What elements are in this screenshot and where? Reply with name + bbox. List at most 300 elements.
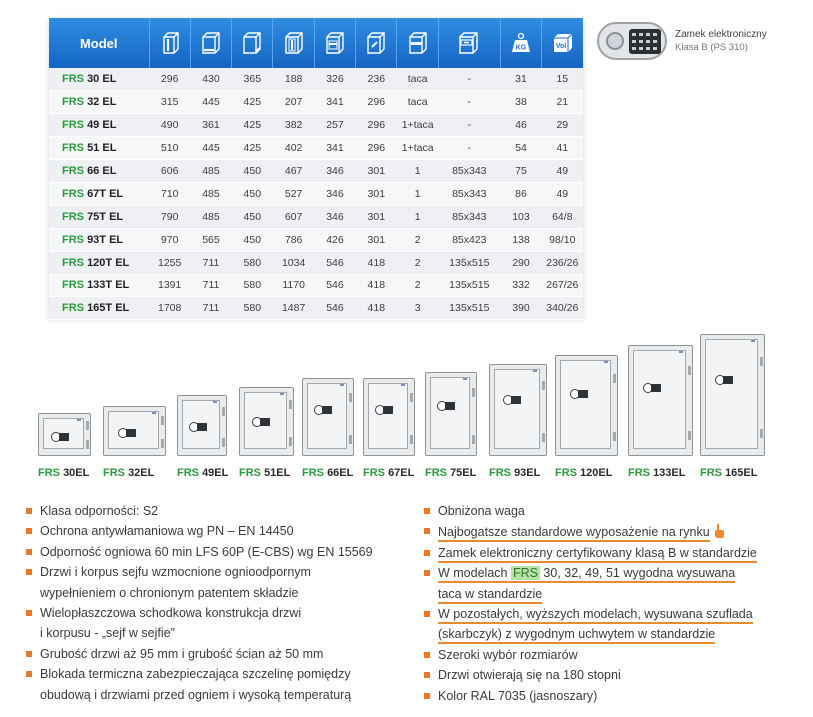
- table-row: [49, 205, 583, 228]
- safe-badge: [280, 393, 284, 395]
- inner-width-icon: [314, 18, 355, 68]
- model-cell: [49, 137, 149, 160]
- table-cell: 565: [190, 228, 231, 251]
- table-cell: 607: [273, 205, 314, 228]
- feature-fire-resistance: Odporność ogniowa 60 min LFS 60P (E-CBS) wg EN 15569: [24, 542, 373, 562]
- table-cell: taca: [397, 68, 438, 91]
- table-cell: 790: [149, 205, 190, 228]
- safe-image-67el: [363, 378, 415, 456]
- safe-badge: [751, 340, 755, 342]
- table-cell: 46: [500, 114, 541, 137]
- table-cell: 257: [314, 114, 355, 137]
- feature-drawer-models-cont: [422, 624, 757, 644]
- table-cell: 15: [542, 68, 583, 91]
- feature-tray-prefix: W modelach: [438, 566, 511, 581]
- safe-label: [302, 467, 353, 479]
- table-cell: 346: [314, 160, 355, 183]
- feature-door-thickness: Grubość drzwi aż 95 mm i grubość ścian aż 50 mm: [24, 644, 373, 664]
- safe-hinge: [688, 431, 691, 440]
- safe-label-name: 66EL: [327, 467, 354, 479]
- table-cell: 103: [500, 205, 541, 228]
- table-row: [49, 297, 583, 320]
- feature-door-opening: Drzwi otwierają się na 180 stopni: [422, 665, 757, 685]
- safe-label-prefix: FRS: [177, 467, 199, 479]
- model-cell: [49, 91, 149, 114]
- table-cell: 301: [356, 205, 397, 228]
- safe-label-name: 51EL: [264, 467, 291, 479]
- model-prefix: FRS: [62, 119, 84, 132]
- safe-hinge: [161, 439, 164, 448]
- safe-hinge: [542, 433, 545, 442]
- lock-title: Zamek elektroniczny: [675, 29, 767, 40]
- table-cell: -: [438, 137, 500, 160]
- feature-richest-equipment: [422, 521, 757, 542]
- model-prefix: FRS: [62, 302, 84, 315]
- model-name: 51 EL: [87, 142, 117, 155]
- safe-label: [628, 467, 685, 479]
- feature-resistance-class: Klasa odporności: S2: [24, 501, 373, 521]
- feature-reinforced-body: Drzwi i korpus sejfu wzmocnione ognioodpornym: [24, 562, 373, 582]
- safe-hinge: [760, 357, 763, 366]
- safe-label-prefix: FRS: [38, 467, 60, 479]
- table-cell: 450: [232, 160, 273, 183]
- safe-image-75el: [425, 372, 477, 456]
- table-cell: 580: [232, 274, 273, 297]
- table-cell: 1: [397, 160, 438, 183]
- safe-label: [555, 467, 612, 479]
- inner-depth-icon: [356, 18, 397, 68]
- table-cell: 2: [397, 251, 438, 274]
- safe-keypad-icon: [643, 383, 661, 393]
- table-cell: 710: [149, 182, 190, 205]
- feature-tray-suffix: 30, 32, 49, 51 wygodna wysuwana: [539, 566, 736, 581]
- safe-badge: [152, 412, 156, 414]
- safe-label: [425, 467, 476, 479]
- safe-hinge: [161, 416, 164, 425]
- safe-label-prefix: FRS: [489, 467, 511, 479]
- model-cell: [49, 205, 149, 228]
- feature-burglary-protection: Ochrona antywłamaniowa wg PN – EN 14450: [24, 521, 373, 541]
- table-cell: 332: [500, 274, 541, 297]
- features-left-list: [24, 501, 373, 705]
- table-cell: 1: [397, 205, 438, 228]
- safe-label-name: 93EL: [514, 467, 541, 479]
- feature-color: Kolor RAL 7035 (jasnoszary): [422, 686, 757, 706]
- pointing-hand-icon: [714, 523, 725, 544]
- table-cell: 606: [149, 160, 190, 183]
- table-cell: 1170: [273, 274, 314, 297]
- safe-keypad-icon: [570, 389, 588, 399]
- table-cell: 450: [232, 205, 273, 228]
- table-cell: -: [438, 68, 500, 91]
- model-cell: [49, 182, 149, 205]
- safe-door: [705, 339, 758, 449]
- table-cell: 135x515: [438, 274, 500, 297]
- model-prefix: FRS: [62, 210, 84, 223]
- table-cell: 326: [314, 68, 355, 91]
- safe-hinge: [410, 393, 413, 402]
- spec-table: [49, 18, 583, 320]
- table-cell: 711: [190, 297, 231, 320]
- table-cell: 31: [500, 68, 541, 91]
- table-cell: 340/26: [542, 297, 583, 320]
- safe-image-133el: [628, 345, 693, 456]
- table-row: [49, 68, 583, 91]
- safe-label: [489, 467, 540, 479]
- feature-drawer-models: [422, 604, 757, 624]
- table-cell: 1+taca: [397, 137, 438, 160]
- drawer-icon: [438, 18, 500, 68]
- table-cell: 786: [273, 228, 314, 251]
- feature-thermal-lock: Blokada termiczna zabezpieczająca szczelinę pomiędzy: [24, 664, 373, 684]
- model-name: 32 EL: [87, 96, 117, 109]
- safe-label-prefix: FRS: [239, 467, 261, 479]
- table-cell: 49: [542, 160, 583, 183]
- table-row: [49, 91, 583, 114]
- table-cell: 430: [190, 68, 231, 91]
- table-cell: taca: [397, 91, 438, 114]
- table-cell: 425: [232, 91, 273, 114]
- table-cell: 21: [542, 91, 583, 114]
- safe-label-prefix: FRS: [363, 467, 385, 479]
- table-cell: 296: [356, 114, 397, 137]
- safe-hinge: [472, 435, 475, 444]
- model-prefix: FRS: [62, 142, 84, 155]
- outer-height-icon: [149, 18, 190, 68]
- model-name: 49 EL: [87, 119, 117, 132]
- table-cell: 86: [500, 182, 541, 205]
- safe-image-120el: [555, 355, 618, 456]
- safe-badge: [463, 378, 467, 380]
- safe-label-prefix: FRS: [103, 467, 125, 479]
- safe-label-prefix: FRS: [700, 467, 722, 479]
- table-cell: 527: [273, 182, 314, 205]
- header-model: Model: [49, 18, 149, 68]
- model-name: 30 EL: [87, 73, 117, 86]
- table-cell: 85x343: [438, 182, 500, 205]
- safe-label-prefix: FRS: [628, 467, 650, 479]
- safe-hinge: [472, 388, 475, 397]
- safe-keypad-icon: [314, 405, 332, 415]
- table-cell: 296: [149, 68, 190, 91]
- safe-door: [494, 369, 540, 449]
- table-cell: 301: [356, 228, 397, 251]
- model-cell: [49, 68, 149, 91]
- table-cell: 450: [232, 182, 273, 205]
- table-cell: 546: [314, 251, 355, 274]
- safe-image-32el: [103, 406, 166, 456]
- table-cell: 450: [232, 228, 273, 251]
- safe-badge: [213, 401, 217, 403]
- safe-hinge: [289, 437, 292, 446]
- model-prefix: FRS: [62, 279, 84, 292]
- feature-tray-models-cont: [422, 584, 757, 604]
- table-cell: 445: [190, 91, 231, 114]
- table-cell: 1255: [149, 251, 190, 274]
- safe-keypad-icon: [51, 432, 69, 442]
- weight-icon: [500, 18, 541, 68]
- feature-richest-equipment-text: Najbogatsze standardowe wyposażenie na rynku: [438, 525, 710, 542]
- safe-label: [177, 467, 228, 479]
- table-cell: 1708: [149, 297, 190, 320]
- table-cell: 236/26: [542, 251, 583, 274]
- table-cell: 3: [397, 297, 438, 320]
- feature-electronic-lock-text: Zamek elektroniczny certyfikowany klasą B w standardzie: [438, 546, 757, 563]
- table-row: [49, 114, 583, 137]
- table-cell: 711: [190, 251, 231, 274]
- spec-header-row: [49, 18, 583, 68]
- spec-table-card: [49, 18, 583, 317]
- table-cell: 2: [397, 228, 438, 251]
- table-cell: 365: [232, 68, 273, 91]
- table-cell: 98/10: [542, 228, 583, 251]
- table-cell: 510: [149, 137, 190, 160]
- model-prefix: FRS: [62, 165, 84, 177]
- electronic-lock-image: [597, 22, 667, 60]
- safe-image-66el: [302, 378, 354, 456]
- model-name: 120T EL: [87, 256, 130, 269]
- feature-electronic-lock: [422, 543, 757, 563]
- safe-door: [430, 377, 470, 449]
- safe-hinge: [86, 440, 89, 449]
- table-cell: 580: [232, 297, 273, 320]
- table-cell: 418: [356, 251, 397, 274]
- safe-label-name: 75EL: [450, 467, 477, 479]
- feature-multi-layer-construction: Wielopłaszczowa schodkowa konstrukcja drzwi: [24, 603, 373, 623]
- volume-icon: [542, 18, 583, 68]
- feature-tray-cont-text: taca w standardzie: [438, 587, 542, 604]
- safe-hinge: [613, 374, 616, 383]
- table-cell: 2: [397, 274, 438, 297]
- safe-badge: [533, 370, 537, 372]
- safe-door: [307, 383, 347, 449]
- model-prefix: FRS: [62, 73, 84, 86]
- feature-thermal-lock-cont: obudową i drzwiami przed ogniem i wysoką temperaturą: [40, 687, 352, 702]
- features-right-list: [422, 501, 757, 706]
- lock-keypad-icon: [629, 29, 661, 54]
- safe-label-prefix: FRS: [555, 467, 577, 479]
- table-cell: 135x515: [438, 251, 500, 274]
- table-cell: 346: [314, 182, 355, 205]
- table-cell: 341: [314, 137, 355, 160]
- model-cell: [49, 274, 149, 297]
- table-cell: 425: [232, 137, 273, 160]
- table-cell: 236: [356, 68, 397, 91]
- safe-hinge: [289, 400, 292, 409]
- safe-label-name: 30EL: [63, 467, 90, 479]
- table-cell: 296: [356, 91, 397, 114]
- model-cell: [49, 160, 149, 183]
- safe-keypad-icon: [252, 417, 270, 427]
- table-row: [49, 137, 583, 160]
- shelf-icon: [397, 18, 438, 68]
- table-cell: 580: [232, 251, 273, 274]
- table-cell: 418: [356, 297, 397, 320]
- table-cell: 361: [190, 114, 231, 137]
- safe-label-name: 165EL: [725, 467, 758, 479]
- inner-height-icon: [273, 18, 314, 68]
- table-cell: 188: [273, 68, 314, 91]
- model-prefix: FRS: [62, 96, 84, 109]
- table-cell: 38: [500, 91, 541, 114]
- feature-reduced-weight: Obniżona waga: [422, 501, 757, 521]
- safe-keypad-icon: [503, 395, 521, 405]
- safe-label: [700, 467, 757, 479]
- table-cell: 711: [190, 274, 231, 297]
- table-row: [49, 251, 583, 274]
- model-name: 66 EL: [87, 165, 117, 177]
- safe-door: [368, 383, 408, 449]
- safe-keypad-icon: [437, 401, 455, 411]
- table-cell: 296: [356, 137, 397, 160]
- table-cell: 290: [500, 251, 541, 274]
- safe-label-prefix: FRS: [302, 467, 324, 479]
- table-cell: 1+taca: [397, 114, 438, 137]
- safe-door: [633, 350, 686, 449]
- table-cell: 85x343: [438, 160, 500, 183]
- model-cell: [49, 297, 149, 320]
- feature-size-choice: Szeroki wybór rozmiarów: [422, 645, 757, 665]
- table-cell: 425: [232, 114, 273, 137]
- safe-label-name: 32EL: [128, 467, 155, 479]
- table-cell: 485: [190, 160, 231, 183]
- safe-hinge: [222, 438, 225, 447]
- safe-hinge: [410, 435, 413, 444]
- table-cell: 135x515: [438, 297, 500, 320]
- table-cell: 1487: [273, 297, 314, 320]
- table-cell: 29: [542, 114, 583, 137]
- table-cell: 445: [190, 137, 231, 160]
- table-cell: 41: [542, 137, 583, 160]
- safe-door: [560, 360, 611, 449]
- safe-image-93el: [489, 364, 547, 456]
- table-cell: 1: [397, 182, 438, 205]
- feature-drawer-text: W pozostałych, wyższych modelach, wysuwana szuflada: [438, 607, 753, 624]
- safe-image-30el: [38, 413, 91, 456]
- table-cell: 85x343: [438, 205, 500, 228]
- table-cell: 390: [500, 297, 541, 320]
- model-prefix: FRS: [62, 256, 84, 269]
- table-cell: 75: [500, 160, 541, 183]
- safe-badge: [77, 419, 81, 421]
- table-cell: 138: [500, 228, 541, 251]
- table-cell: 467: [273, 160, 314, 183]
- model-prefix: FRS: [62, 187, 84, 200]
- table-cell: 418: [356, 274, 397, 297]
- safe-label-name: 67EL: [388, 467, 415, 479]
- table-cell: 546: [314, 297, 355, 320]
- table-row: [49, 228, 583, 251]
- safe-label-name: 133EL: [653, 467, 686, 479]
- safe-keypad-icon: [375, 405, 393, 415]
- safe-hinge: [542, 381, 545, 390]
- safe-label-name: 49EL: [202, 467, 229, 479]
- table-cell: -: [438, 91, 500, 114]
- safe-hinge: [688, 366, 691, 375]
- safe-keypad-icon: [189, 422, 207, 432]
- model-name: 133T EL: [87, 279, 130, 292]
- model-name: 75T EL: [87, 210, 124, 223]
- model-cell: [49, 251, 149, 274]
- model-name: 67T EL: [87, 187, 124, 200]
- table-row: [49, 182, 583, 205]
- table-cell: 267/26: [542, 274, 583, 297]
- safe-hinge: [613, 432, 616, 441]
- table-cell: 546: [314, 274, 355, 297]
- model-cell: [49, 228, 149, 251]
- outer-depth-icon: [232, 18, 273, 68]
- table-cell: 341: [314, 91, 355, 114]
- table-cell: 49: [542, 182, 583, 205]
- safe-image-51el: [239, 387, 294, 456]
- safe-hinge: [760, 429, 763, 438]
- safe-image-165el: [700, 334, 765, 456]
- table-cell: 970: [149, 228, 190, 251]
- table-cell: 54: [500, 137, 541, 160]
- table-cell: 402: [273, 137, 314, 160]
- feature-tray-frs-highlight: FRS: [512, 566, 538, 581]
- table-cell: 85x423: [438, 228, 500, 251]
- safe-image-49el: [177, 395, 227, 456]
- safe-hinge: [86, 421, 89, 430]
- table-row: [49, 274, 583, 297]
- model-prefix: FRS: [62, 233, 84, 246]
- safe-hinge: [349, 435, 352, 444]
- table-cell: 490: [149, 114, 190, 137]
- safe-label: [103, 467, 154, 479]
- model-cell: [49, 114, 149, 137]
- lock-dial-icon: [606, 32, 624, 50]
- table-cell: 346: [314, 205, 355, 228]
- table-cell: 382: [273, 114, 314, 137]
- outer-width-icon: [190, 18, 231, 68]
- safe-label: [239, 467, 290, 479]
- safe-badge: [340, 384, 344, 386]
- table-cell: 1034: [273, 251, 314, 274]
- table-cell: 301: [356, 182, 397, 205]
- lock-subtitle: Klasa B (PS 310): [675, 42, 748, 53]
- table-cell: 207: [273, 91, 314, 114]
- table-cell: 64/8: [542, 205, 583, 228]
- safe-label: [38, 467, 89, 479]
- safe-keypad-icon: [715, 375, 733, 385]
- safe-keypad-icon: [118, 428, 136, 438]
- svg-text:KG: KG: [515, 44, 527, 52]
- feature-tray-models: [422, 563, 757, 583]
- safe-badge: [604, 361, 608, 363]
- safe-label: [363, 467, 414, 479]
- safe-label-name: 120EL: [580, 467, 613, 479]
- safe-hinge: [222, 407, 225, 416]
- svg-text:Vol: Vol: [555, 43, 566, 50]
- table-row: [49, 160, 583, 183]
- table-cell: -: [438, 114, 500, 137]
- feature-multi-layer-construction-cont: i korpusu - „sejf w sejfie”: [40, 626, 175, 641]
- safe-hinge: [349, 393, 352, 402]
- feature-drawer-cont-text: (skarbczyk) z wygodnym uchwytem w standardzie: [438, 627, 715, 644]
- feature-reinforced-body-cont: wypełnieniem o chronionym patentem składzie: [40, 585, 299, 600]
- safe-badge: [401, 384, 405, 386]
- table-cell: 1391: [149, 274, 190, 297]
- safe-label-prefix: FRS: [425, 467, 447, 479]
- safe-badge: [679, 351, 683, 353]
- model-name: 93T EL: [87, 233, 124, 246]
- table-cell: 426: [314, 228, 355, 251]
- table-cell: 315: [149, 91, 190, 114]
- table-cell: 485: [190, 205, 231, 228]
- table-cell: 485: [190, 182, 231, 205]
- table-cell: 301: [356, 160, 397, 183]
